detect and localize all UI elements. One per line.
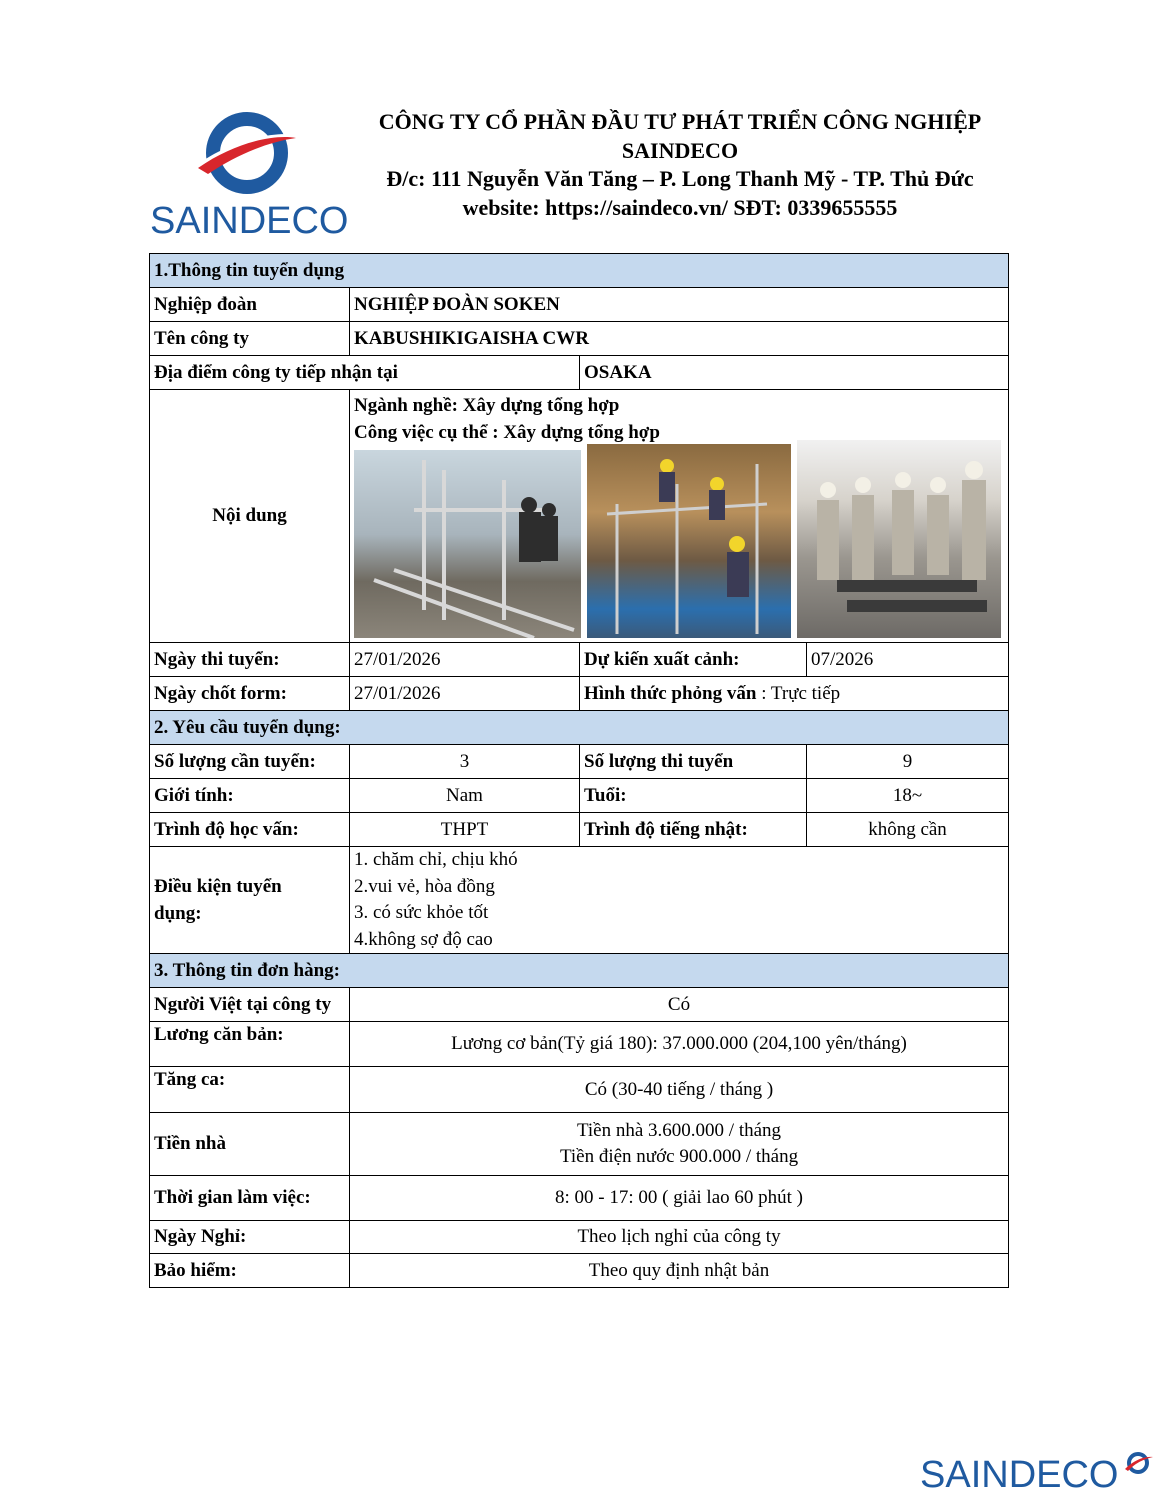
departure-label: Dự kiến xuất cảnh: — [580, 643, 807, 677]
japanese-label: Trình độ tiếng nhật: — [580, 813, 807, 847]
logo-wordmark: SAINDECO — [150, 200, 349, 242]
hours-label: Thời gian làm việc: — [150, 1176, 350, 1221]
conditions-row — [150, 847, 1009, 954]
union-label: Nghiệp đoàn — [150, 288, 350, 322]
exam-count-value: 9 — [807, 745, 1009, 779]
housing-utilities: Tiền điện nước 900.000 / tháng — [559, 1146, 799, 1167]
exam-date-label: Ngày thi tuyển: — [150, 643, 350, 677]
photo-gallery — [354, 450, 1004, 642]
recruitment-form — [149, 253, 1009, 1288]
vietnamese-value: Có — [350, 988, 1009, 1022]
union-row — [150, 288, 1009, 322]
company-value: KABUSHIKIGAISHA CWR — [350, 322, 1009, 356]
company-header — [360, 108, 1000, 222]
education-value: THPT — [350, 813, 580, 847]
conditions-label-line1: Điều kiện tuyển — [154, 876, 282, 897]
section1-header — [150, 254, 1009, 288]
footer-logo-icon — [920, 1447, 1155, 1497]
days-off-row — [150, 1221, 1009, 1254]
overtime-label: Tăng ca: — [150, 1067, 350, 1113]
hours-row — [150, 1176, 1009, 1221]
company-contact: website: https://saindeco.vn/ SĐT: 0339655555 — [462, 194, 898, 220]
housing-label: Tiền nhà — [150, 1113, 350, 1176]
gender-age-row — [150, 779, 1009, 813]
location-value: OSAKA — [580, 356, 1009, 390]
conditions-label-line2: dụng: — [154, 903, 202, 924]
insurance-row — [150, 1254, 1009, 1288]
form-close-row — [150, 677, 1009, 711]
education-row — [150, 813, 1009, 847]
need-value: 3 — [350, 745, 580, 779]
vietnamese-label: Người Việt tại công ty — [150, 988, 350, 1022]
footer-logo — [920, 1447, 1155, 1497]
scaffolding-photo-1 — [354, 450, 581, 638]
housing-value — [350, 1113, 1009, 1176]
salary-row — [150, 1022, 1009, 1067]
vietnamese-row — [150, 988, 1009, 1022]
company-logo — [150, 108, 349, 243]
conditions-label — [150, 847, 350, 954]
training-group-photo — [797, 440, 1001, 638]
insurance-label: Bảo hiểm: — [150, 1254, 350, 1288]
job-line: Công việc cụ thể : Xây dựng tổng hợp — [354, 422, 660, 443]
section1-title: 1.Thông tin tuyển dụng — [150, 254, 1009, 288]
japanese-value: không cần — [807, 813, 1009, 847]
housing-row — [150, 1113, 1009, 1176]
company-label: Tên công ty — [150, 322, 350, 356]
exam-date-value: 27/01/2026 — [350, 643, 580, 677]
content-label: Nội dung — [150, 390, 350, 643]
salary-value: Lương cơ bản(Tỷ giá 180): 37.000.000 (204,100 yên/tháng) — [350, 1022, 1009, 1067]
company-row — [150, 322, 1009, 356]
condition-item: 2.vui vẻ, hòa đồng — [354, 875, 495, 897]
age-label: Tuổi: — [580, 779, 807, 813]
insurance-value: Theo quy định nhật bản — [350, 1254, 1009, 1288]
company-address: Đ/c: 111 Nguyễn Văn Tăng – P. Long Thanh Mỹ - TP. Thủ Đức — [386, 166, 974, 191]
interview-value: : Trực tiếp — [756, 682, 841, 704]
section2-title: 2. Yêu cầu tuyển dụng: — [150, 711, 1009, 745]
form-close-label: Ngày chốt form: — [150, 677, 350, 711]
content-row — [150, 390, 1009, 643]
exam-date-row — [150, 643, 1009, 677]
company-name-line2: SAINDECO — [621, 137, 739, 163]
overtime-value: Có (30-40 tiếng / tháng ) — [350, 1067, 1009, 1113]
interview-label: Hình thức phỏng vấn — [584, 682, 757, 704]
condition-item: 3. có sức khỏe tốt — [354, 902, 489, 923]
condition-item: 4.không sợ độ cao — [354, 928, 493, 950]
conditions-list — [350, 847, 1009, 954]
company-name-line1: CÔNG TY CỔ PHẦN ĐẦU TƯ PHÁT TRIỂN CÔNG NGHIỆP — [378, 109, 982, 134]
education-label: Trình độ học vấn: — [150, 813, 350, 847]
form-close-value: 27/01/2026 — [350, 677, 580, 711]
need-label: Số lượng cần tuyển: — [150, 745, 350, 779]
housing-rent: Tiền nhà 3.600.000 / tháng — [576, 1120, 782, 1141]
logo-emblem-icon — [150, 108, 345, 200]
overtime-row — [150, 1067, 1009, 1113]
gender-value: Nam — [350, 779, 580, 813]
salary-label: Lương căn bản: — [150, 1022, 350, 1067]
days-off-value: Theo lịch nghỉ của công ty — [350, 1221, 1009, 1254]
industry-line: Ngành nghề: Xây dựng tổng hợp — [354, 395, 620, 416]
section3-header — [150, 954, 1009, 988]
exam-count-label: Số lượng thi tuyển — [580, 745, 807, 779]
location-label: Địa điểm công ty tiếp nhận tại — [150, 356, 580, 390]
section2-header — [150, 711, 1009, 745]
age-value: 18~ — [807, 779, 1009, 813]
days-off-label: Ngày Nghỉ: — [150, 1221, 350, 1254]
location-row — [150, 356, 1009, 390]
condition-item: 1. chăm chỉ, chịu khó — [354, 849, 518, 870]
interview-cell — [580, 677, 1009, 711]
hours-value: 8: 00 - 17: 00 ( giải lao 60 phút ) — [350, 1176, 1009, 1221]
section3-title: 3. Thông tin đơn hàng: — [150, 954, 1009, 988]
departure-value: 07/2026 — [807, 643, 1009, 677]
union-value: NGHIỆP ĐOÀN SOKEN — [350, 288, 1009, 322]
quantity-row — [150, 745, 1009, 779]
gender-label: Giới tính: — [150, 779, 350, 813]
scaffolding-photo-2 — [587, 444, 791, 638]
content-cell — [350, 390, 1009, 643]
svg-text:SAINDECO: SAINDECO — [920, 1454, 1119, 1496]
